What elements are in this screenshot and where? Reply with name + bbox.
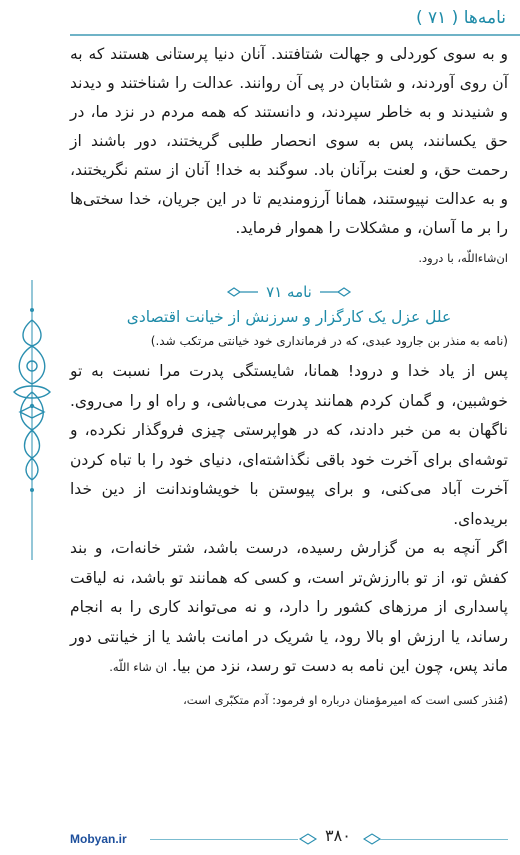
closing-line: ان‌شاءاللّه، با درود.	[418, 251, 508, 265]
right-flourish-icon	[226, 286, 260, 298]
side-ornament-icon	[6, 280, 58, 560]
page-content	[70, 40, 508, 823]
running-title: نامه‌ها ( ۷۱ )	[415, 8, 506, 28]
letter-paragraph-1: پس از ياد خدا و درود! همانا، شايستگى پدرت مرا نسبت به تو خوشبين، و گمان كردم همانند پدرت مى‌باشى، و راه او را مى‌روى. ناگهان به من خبر دادند، كه در هواپرستى چيزى فروگذار نكرده، و توشه‌اى براى آخرت خود باقى نگذاشته‌اى، دنياى خود را با تباه كردن آخرت آباد مى‌كنى، و براى پيوستن با خويشاوندانت از دين خدا بريده‌اى.	[70, 362, 508, 528]
page-header	[70, 0, 520, 40]
footer-flourish-right-icon	[358, 832, 382, 846]
letter-paragraph-2	[70, 534, 508, 683]
header-rule	[70, 34, 520, 36]
footnote: (مُنذر كسى است كه اميرمؤمنان درباره او فرمود: آدم متكبّرى است،	[183, 692, 508, 707]
letter-paragraph-2-end: ان شاء اللّه.	[109, 660, 168, 674]
letter-number: نامه ۷۱	[266, 283, 312, 301]
letter-paragraph-2-text: اگر آنچه به من گزارش رسيده، درست باشد، شتر خانه‌ات، و بند كفش تو، از تو باارزش‌تر است، و كسى كه همانند تو باشد، نه لياقت پاسدارى از مرزهاى كشور را دارد، و نه مى‌تواند كارى را به انجام رساند، يا ارزش او بالا رود، يا شريک در امانت باشد يا از خيانتى دور ماند پس، چون اين نامه به دست تو رسد، نزد من بيا.	[70, 539, 508, 675]
page-footer	[70, 823, 508, 855]
letter-heading	[70, 281, 508, 329]
page-number: ۳۸۰	[325, 826, 351, 845]
left-flourish-icon	[318, 286, 352, 298]
footer-rule-left	[150, 839, 298, 840]
site-brand[interactable]: Mobyan.ir	[70, 832, 127, 846]
footer-rule-right	[380, 839, 508, 840]
body-paragraph: و به سوى كوردلى و جهالت شتافتند. آنان دنيا پرستانى هستند كه به آن روى آوردند، و شتابان در پى آن روانند. عدالت را شناختند و ديدند و شنيدند و به خاطر سپردند، و دانستند كه همه مردم در نزد ما، در حق يكسانند، پس به سوى انحصار طلبى گريختند، دور باشند از رحمت حق، و لعنت برآنان باد. سوگند به خدا! آنان از ستم نگريختند، و به عدالت نپيوستند، همانا آرزومنديم تا در اين جريان، خدا سختى‌ها را بر ما آسان، و مشكلات را هموار فرمايد.	[70, 45, 508, 237]
letter-subtitle: علل عزل يک كارگزار و سرزنش از خيانت اقتصادى	[126, 308, 452, 326]
footer-flourish-left-icon	[298, 832, 322, 846]
letter-note: (نامه به منذر بن جارود عبدى، كه در فرماندارى خود خيانتى مرتكب شد.)	[150, 334, 508, 348]
letter-number-row	[70, 281, 508, 303]
